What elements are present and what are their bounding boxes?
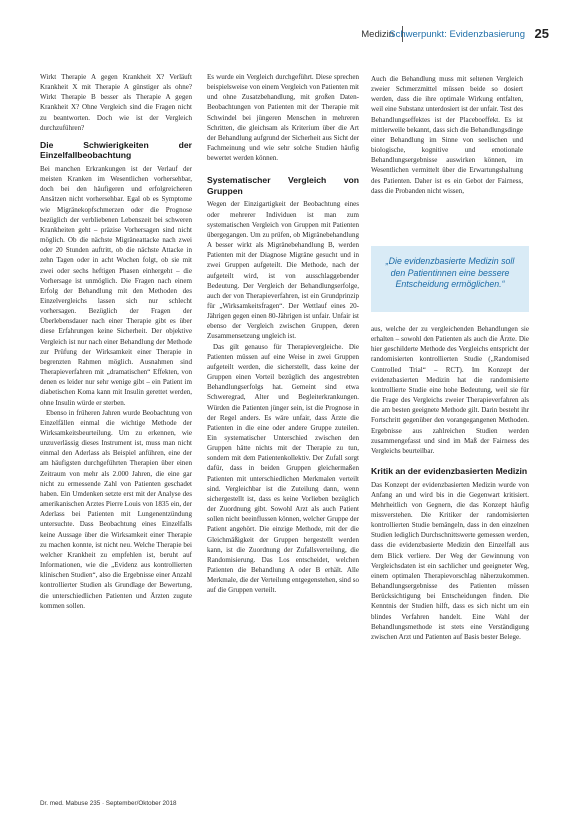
body-paragraph: Wegen der Einzigartigkeit der Beobachtung eines oder mehrerer Individuen ist man zum systematischen Vergleich von Gruppen mit Patienten übergegangen. Um zu prüfen, ob Migränebehandlung A besser wirkt als Migränebehandlung B, werden Patienten mit der Diagnose Migräne gesucht und in zwei Gruppen aufgeteilt. Die Methode, nach der aufgeteilt wird, ist von ausschlaggebender Bedeutung. Der Vergleich der Behandlungserfolge, auch der von Therapieverfahren, ist ein Grundprinzip für „Wirksamkeitsfragen“. Der Wettlauf eines 20-Jährigen gegen einen 80-Jährigen ist unfair. Unfair ist ebenso der Vergleich zwischen Gruppen, deren Zusammensetzung ungleich ist. (207, 200, 359, 341)
header-topic: Schwerpunkt: Evidenzbasierung (389, 29, 525, 40)
intro-paragraph: Wirkt Therapie A gegen Krankheit X? Verläuft Krankheit X mit Therapie A günstiger als ohne? Wirkt Therapie B besser als Therapie A gegen Krankheit X? Ohne Vergleich sind die Fragen nicht zu beantworten. Doch wie ist der Vergleich durchzuführen? (40, 73, 192, 132)
page-header (40, 26, 549, 48)
body-paragraph: Auch die Behandlung muss mit seltenen Vergleich zweier Schmerzmittel müssen beide so dosiert werden, dass die ihre optimale Wirkung entfalten, weil eine Substanz unterdosiert ist der unfair. Test des Behandlungseffektes ist der Placeboeffekt. Es ist mittlerweile bekannt, dass sich die Behandlungsdinge einer Behandlung im Sinne von seelischen und biologische, kognitive und emotionale Behandlungsergebnisse auswirken können, im Wesentlichen vermittelt über die Erwartungshaltung des Patienten. Daher ist es ein Gebot der Fairness, dass die Probanden nicht wissen, (371, 75, 523, 195)
header-section: Medizin (361, 29, 394, 40)
body-paragraph: Ebenso in früheren Jahren wurde Beobachtung von Einzelfällen einmal die wichtige Methode der Wirksamkeitsbeurteilung. Um zu erkennen, wie unzuverlässig dieses Instrument ist, muss man nicht einmal den Aderlass als Beispiel anführen, eine der am häufigsten durchgeführten Therapien über einen Zeitraum von mehr als 2.000 Jahren, die eine gar nicht zu ermessende Zahl von Patienten geschadet haben. Ein Umdenken setzte erst mit der Analyse des amerikanischen Arztes Pierre Louis von 1835 ein, der Aderlass bei Patienten mit Lungenentzündung untersuchte. Dass Beobachtung eines Einzelfalls keine Aussage über die Wirksamkeit einer Therapie zu machen konnte, ist nicht neu. Welche Therapie bei welcher Krankheit zu empfehlen ist, beruht auf Informationen, wie die „Evidenz aus kontrollierten klinischen Studien“, also die Ergebnisse einer Anzahl kontrollierter Studien als Grundlage der Bewertung, die unterschiedlichen Patienten und Ärzten zugute kommen sollen. (40, 408, 192, 610)
page-footer: Dr. med. Mabuse 235 · September/Oktober 2018 (40, 800, 177, 807)
body-paragraph: Es wurde ein Vergleich durchgeführt. Diese sprechen beispielsweise von einem Vergleich von Patienten mit und ohne Zusatzbehandlung, mit großen Daten-Beobachtungen von Patienten mit der Therapie mit Schwindel bei jüngeren Menschen in mehreren Schritten, die gleichsam als Kriterium über die Art der Behandlung aufgrund der Sicherheit aus Sicht der Fachmeinung und wie sehr solche Studien häufig bewertet werden können. (207, 73, 359, 163)
section-heading-vergleich: Systematischer Vergleich von Gruppen (207, 175, 359, 196)
section-heading-einzelfall: Die Schwierigkeiten der Einzelfallbeobachtung (40, 139, 192, 161)
column-3-top (371, 74, 523, 196)
page-number: 25 (534, 26, 549, 41)
column-2 (207, 72, 359, 596)
section-heading-kritik: Kritik an der evidenzbasierten Medizin (371, 466, 528, 477)
pull-quote: „Die evidenzbasierte Medizin soll den Patientinnen eine bessere Entscheidung ermöglichen.“ (385, 256, 515, 289)
pull-quote-box (371, 246, 529, 312)
column-3-bottom (371, 324, 529, 642)
body-paragraph: aus, welche der zu vergleichenden Behandlungen sie erhalten – sowohl den Patienten als auch die Ärzte. Die hier geschilderte Methode des Vergleichs entspricht der randomisierten kontrollierten Studie („Randomised Controlled Trial“ – RCT). Im Konzept der evidenzbasierten Medizin hat die randomisierte kontrollierte Studie eine hohe Bedeutung, weil sie für die Frage des Vergleichs zweier Therapieverfahren als die am besten geeignete Methode gilt. Darin besteht ihr Fortschritt gegenüber den vorangegangenen Methoden. Ergebnisse aus zahlreichen Studien werden zusammengefasst und sind im Maß der Fairness des Vergleichs beurteilbar. (371, 325, 529, 455)
column-1 (40, 72, 192, 611)
body-paragraph: Das gilt genauso für Therapievergleiche. Die Patienten müssen auf eine Weise in zwei Gruppen aufgeteilt werden, die sicherstellt, dass keine der Gruppen einen Vorteil bezüglich des angestrebten Behandlungserfolgs hat. Gemeint sind etwa Schweregrad, Alter und Begleiterkrankungen. Würden die Patienten jünger sein, ist die Prognose in der Regel anders. Es wäre unfair, dass Ärzte die Patienten in die eine oder andere Gruppe zuteilen. Ein systematischer Unterschied zwischen den Gruppen hätte nichts mit der Therapie zu tun, sondern mit dem Patientenkollektiv. Der Zufall sorgt dafür, dass in beiden Gruppen gleichermaßen Patienten mit unterschiedlichen Merkmalen verteilt sind. Vergleichbar ist die Zuteilung dann, wenn sichergestellt ist, dass es keine Vorlieben bezüglich der Zuordnung gibt. Sowohl Arzt als auch Patient sollen nicht beeinflussen können, welcher Gruppe der Patient angehört. Die einzige Methode, mit der die Gleichmäßigkeit der Gruppen hergestellt werden kann, ist die Zuordnung der Zufallsverteilung, die Randomisierung. Das Los entscheidet, welchen Patienten die Behandlung A oder B erhält. Alle Merkmale, die der Verteilung entgegenstehen, sind so auf die Gruppen verteilt. (207, 342, 359, 595)
body-paragraph: Das Konzept der evidenzbasierten Medizin wurde von Anfang an und wird bis in die Gegenwart kritisiert. Mehrheitlich von Gegnern, die das Konzept häufig missverstehen. Die Kritiker der randomisierten kontrollierten Studie bemängeln, dass in den einzelnen Studien lediglich Durchschnittswerte gemessen werden, dass die evidenzbasierte Medizin den Einzelfall aus dem Blick verliere. Der Weg der Gewinnung von Vergleichsdaten ist ein sachlicher und geeigneter Weg, einem optimalen Therapievorschlag näherzukommen. Behandlungsergebnisse des Patienten müssen Berücksichtigung bei Entscheidungen finden. Die Kenntnis der Studien hilft, dass es sich nicht um ein blindes Verfahren handelt. Eine Wahl der Behandlungsmethode ist stets eine Verständigung zwischen Arzt und Patienten auf Basis bester Belege. (371, 480, 529, 641)
body-paragraph: Bei manchen Erkrankungen ist der Verlauf der meisten Kranken im Wesentlichen vorhersehbar, doch bei den häufigeren und erfolgreicheren Ansätzen nicht vorhersehbar. Egal ob es Symptome wie Migränekopfschmerzen oder die Prognose bezüglich der verbliebenen Lebenszeit bei schweren Krankheiten geht – präzise Vorhersagen sind nicht möglich. Ob die nächste Migräneattacke nach zwei oder 20 Stunden auftritt, ob die nächste Attacke in zehn Tagen oder in acht Wochen folgt, ob sie mit zwei oder sechs heftigen Phasen einhergeht – die Vorhersage ist unmöglich. Die Fragen nach einem Erfolg der Behandlung mit den Methoden des Einzelvergleichs lassen sich nur schlecht vorhersagen. Bezüglich der Fragen der Überlebensdauer nach einer Therapie gibt es über diese Erfahrungen keine Sicherheit. Der objektive Vergleich ist nur nach einer Behandlung der Methode zur Prüfung der Wirksamkeit einer Therapie in begrenzten Rahmen möglich. Ausnahmen sind Therapieverfahren mit „dramatischen“ Effekten, von denen es leider nur sehr wenige gibt – ein Patient im diabetischen Koma kann mit Insulin gerettet werden, ohne Insulin würde er sterben. (40, 164, 192, 407)
